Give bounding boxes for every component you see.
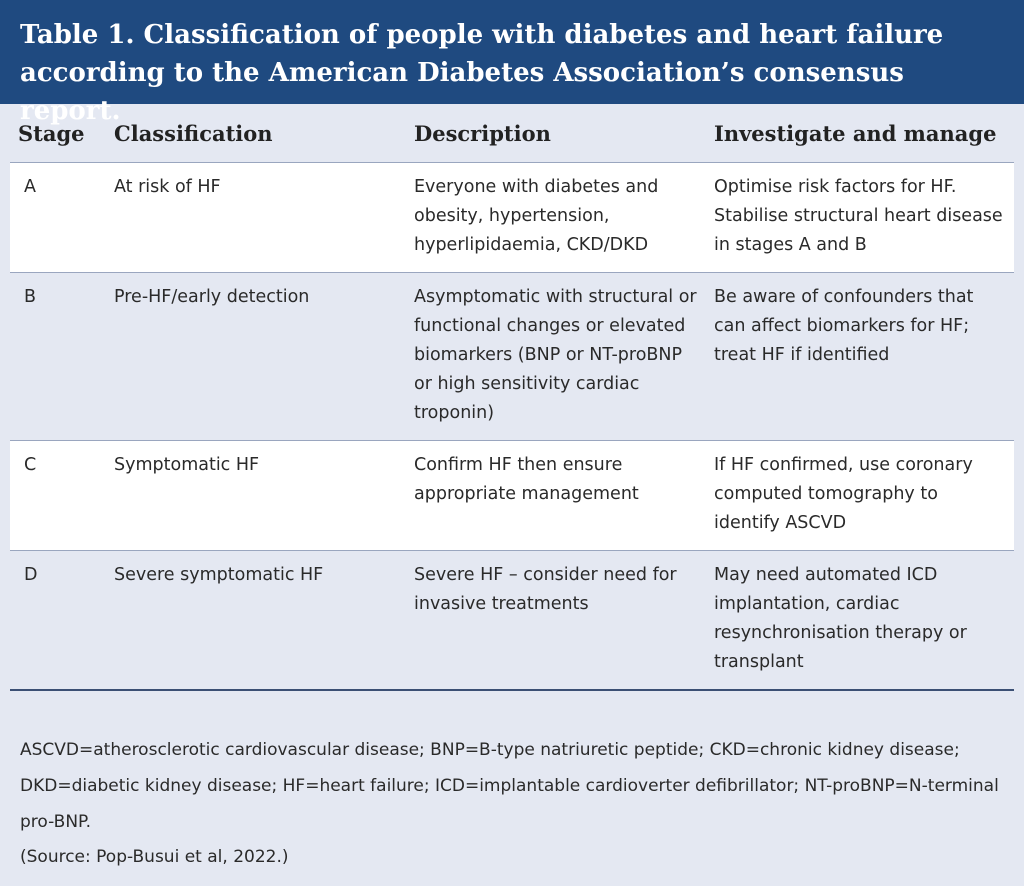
table-title: Table 1. Classification of people with diabetes and heart failure according to the American Diabetes Association’s consensus report. <box>0 0 1024 104</box>
stage-cell: D <box>10 551 108 691</box>
description-cell: Severe HF – consider need for invasive treatments <box>408 551 708 691</box>
classification-cell: Pre-HF/early detection <box>108 273 408 441</box>
classification-cell: At risk of HF <box>108 163 408 273</box>
description-cell: Everyone with diabetes and obesity, hypertension, hyperlipidaemia, CKD/DKD <box>408 163 708 273</box>
table-row <box>10 441 1014 551</box>
table-row <box>10 551 1014 691</box>
header-investigate: Investigate and manage <box>708 104 1014 163</box>
stage-cell: C <box>10 441 108 551</box>
investigate-cell: May need automated ICD implantation, cardiac resynchronisation therapy or transplant <box>708 551 1014 691</box>
stage-cell: A <box>10 163 108 273</box>
classification-table <box>10 104 1014 691</box>
header-description: Description <box>408 104 708 163</box>
table-header-row <box>10 104 1014 163</box>
classification-cell: Severe symptomatic HF <box>108 551 408 691</box>
description-cell: Confirm HF then ensure appropriate management <box>408 441 708 551</box>
investigate-cell: Be aware of confounders that can affect biomarkers for HF; treat HF if identified <box>708 273 1014 441</box>
table-row <box>10 273 1014 441</box>
classification-cell: Symptomatic HF <box>108 441 408 551</box>
investigate-cell: Optimise risk factors for HF. Stabilise structural heart disease in stages A and B <box>708 163 1014 273</box>
header-stage: Stage <box>10 104 108 163</box>
source-note: (Source: Pop-Busui et al, 2022.) <box>20 847 289 867</box>
table-row <box>10 163 1014 273</box>
abbreviations-footnote: ASCVD=atherosclerotic cardiovascular disease; BNP=B-type natriuretic peptide; CKD=chronic kidney disease; DKD=diabetic kidney disease; HF=heart failure; ICD=implantable cardioverter defibrillator; NT-proBNP=N-terminal pro-BNP. <box>20 740 999 832</box>
stage-cell: B <box>10 273 108 441</box>
investigate-cell: If HF confirmed, use coronary computed tomography to identify ASCVD <box>708 441 1014 551</box>
header-classification: Classification <box>108 104 408 163</box>
description-cell: Asymptomatic with structural or functional changes or elevated biomarkers (BNP or NT-proBNP or high sensitivity cardiac troponin) <box>408 273 708 441</box>
